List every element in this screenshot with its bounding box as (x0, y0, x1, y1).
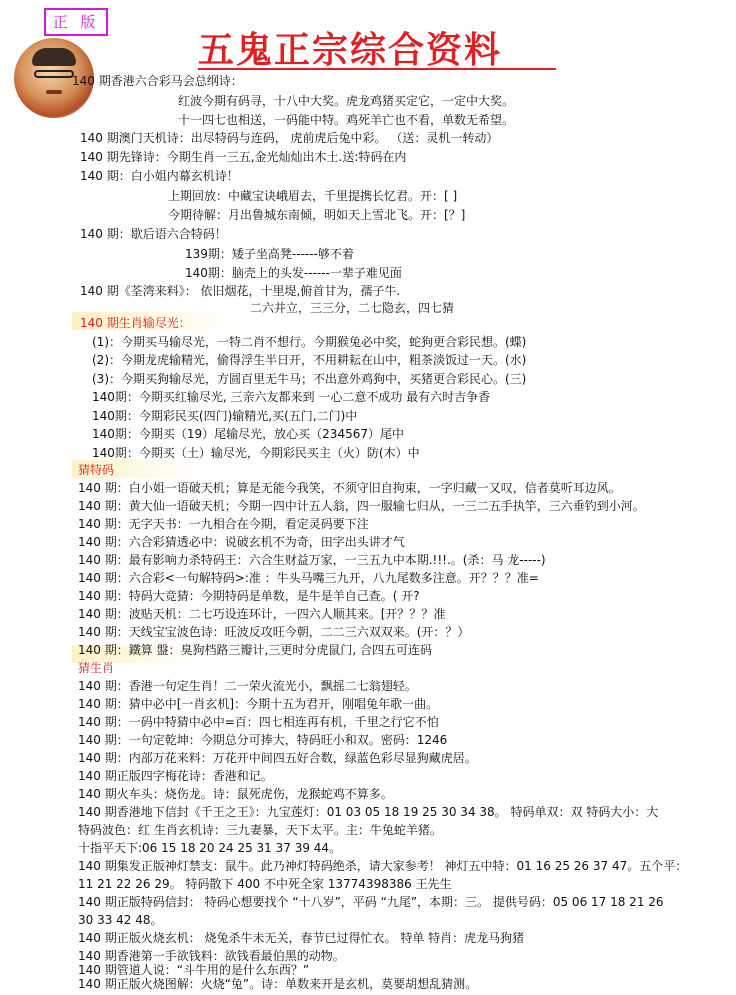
text-line: (1)：今期买马输尽光，一特二肖不想行。今期猴兔必中奖，蛇狗更合彩民想。(蝶) (92, 335, 527, 349)
text-line: 140 期：六合彩<一句解特码>:准 ：牛头马嘴三九开，八九尾数多注意。开？？？准= (78, 571, 539, 585)
text-line: 140期：今期彩民买(四门)输精光,买(五门,二门)中 (92, 409, 358, 423)
text-line: 140 期：天线宝宝波色诗：旺波反攻旺今朝，二二三六双双来。(开：？） (78, 625, 470, 639)
text-line: 140 期：内部万花来料：万花开中间四五好合数，绿蓝色彩尽显狗藏虎居。 (78, 751, 477, 765)
title-underline (198, 68, 556, 70)
text-line: 30 33 42 48。 (78, 913, 163, 927)
text-line: 140 期：歇后语六合特码！ (80, 227, 227, 241)
text-line: 140 期火车头：烧伤龙。诗：鼠死虎伤，龙猴蛇鸡不算多。 (78, 787, 393, 801)
section-heading: 猜生肖 (78, 661, 115, 675)
section-heading: 猜特码 (78, 463, 115, 477)
avatar-glasses (34, 70, 74, 78)
text-line: 140 期：黄大仙一语破天机；今期一四中计五人翁，四一服输七归从，一三二五手执竿，三六垂钓到小河。 (78, 499, 645, 513)
text-line: 140 期：波贴天机：二七巧设连环计，一四六人顺其来。[开？？？准 (78, 607, 446, 621)
text-line: 140 期香港地下信封《千王之王》：九宝莲灯：01 03 05 18 19 25 30 34 38。 特码单双：双 特码大小：大 (78, 805, 659, 819)
text-line: 今期待解：月出鲁城东南倾，明如天上雪北飞。开：[？] (168, 208, 466, 222)
authentic-badge: 正 版 (44, 8, 108, 36)
text-line: 140 期：香港一句定生肖！二一荣火流光小，飘摇二七翁翅轻。 (78, 679, 417, 693)
text-line: 140期：今期买（土）输尽光，今期彩民买主（火）防(木）中 (92, 446, 420, 460)
text-line: 140 期香港六合彩马会总纲诗： (72, 74, 243, 88)
text-line: 十一四七也相送，一码能中特。鸡死羊亡也不看，单数无希望。 (178, 113, 515, 127)
text-line: 140 期管道人说：“斗牛用的是什么东西？” (78, 963, 310, 977)
section-heading: 140 期生肖输尽光： (80, 316, 191, 330)
text-line: 上期回放：中藏宝诀峨眉去，千里提携长忆君。开：[ ] (168, 189, 458, 203)
text-line: 11 21 22 26 29。 特码散下 400 不中死全家 13774398386 王先生 (78, 877, 452, 891)
text-line: 特码波色：红 生肖玄机诗：三九妻暴，天下太平。主：牛兔蛇羊猪。 (78, 823, 442, 837)
text-line: 140 期：最有影响力杀特码王：六合生财益万家，一三五九中本期.!!!.。(杀：马 龙-----) (78, 553, 546, 567)
text-line: 140 期正版火烧玄机： 烧兔杀牛未无关，春节已过得忙衣。 特单 特肖：虎龙马狗猪 (78, 931, 525, 945)
page-title: 五鬼正宗综合资料 (198, 29, 503, 71)
text-line: 140期：今期买（19）尾输尽光，放心买（234567）尾中 (92, 427, 404, 441)
text-line: 十指平天下:06 15 18 20 24 25 31 37 39 44。 (78, 841, 342, 855)
text-line: 140 期：六合彩猜透必中：说破玄机不为奇，田字出头讲才气 (78, 535, 405, 549)
text-line: 140 期澳门天机诗：出尽特码与连码， 虎前虎后兔中彩。 （送：灵机一转动） (80, 131, 499, 145)
text-line: 140 期：特码大竞猜：今期特码是单数，是牛是羊自己查。( 开? (78, 589, 420, 603)
text-line: 139期：矮子坐高凳------够不着 (185, 247, 354, 261)
text-line: 140 期：鐵算 盤：臭狗档路三瓣计,三更时分虎鼠门, 合四五可连码 (78, 643, 432, 657)
text-line: 140 期：一码中特猜中必中=百：四七相连再有机，千里之行它不怕 (78, 715, 439, 729)
text-line: 140 期先锋诗：今期生肖一三五,金光灿灿出木土.送:特码在内 (80, 150, 407, 164)
text-line: 140 期集发正版神灯禁支：鼠牛。此乃神灯特码绝杀，请大家参考！ 神灯五中特：01 16 25 26 37 47。五个平： (78, 859, 688, 873)
text-line: 140期：今期买红输尽光, 三亲六友都来到 一心二意不成功 最有六时吉争香 (92, 390, 491, 404)
text-line: 140 期：白小姐内幕玄机诗！ (80, 169, 239, 183)
text-line: (3)：今期买狗输尽光，方圆百里无牛马；不出意外鸡狗中，买猪更合彩民心。(三) (92, 372, 527, 386)
text-line: 140 期正版特码信封： 特码心想要找个 “十八岁”，平码 “九尾”，本期：三。 提供号码：05 06 17 18 21 26 (78, 895, 664, 909)
text-line: 140期：脑壳上的头发------一辈子难见面 (185, 266, 402, 280)
text-line: 140 期正版四字梅花诗：香港和记。 (78, 769, 273, 783)
text-line: 140 期《荃湾来料》： 依旧烟花，十里堤,俯首甘为，孺子牛. (80, 284, 401, 298)
avatar-hair (32, 48, 76, 66)
text-line: 二六并立，三三分，二七隐玄，四七猜 (250, 301, 455, 315)
text-line: (2)：今期龙虎输精光，偷得浮生半日开，不用耕耘在山中，粗茶淡饭过一天。(水) (92, 353, 527, 367)
avatar-mouth (46, 90, 62, 94)
text-line: 红波今期有码寻，十八中大奖。虎龙鸡猪买定它，一定中大奖。 (178, 94, 515, 108)
text-line: 140 期：一句定乾坤：今期总分可捧大，特码旺小和双。密码：1246 (78, 733, 448, 747)
text-line: 140 期：猜中必中[一肖玄机]：今期十五为君开，刚唱兔年歌一曲。 (78, 697, 439, 711)
text-line: 140 期：无字天书：一九相合在今期，看定灵码要下注 (78, 517, 369, 531)
text-line: 140 期香港第一手欲钱料：欲钱看最伯黑的动物。 (78, 949, 345, 963)
text-line: 140 期：白小姐一语破天机；算是无能今我笑，不须守旧自拘束，一字归藏一又叹，信者莫听耳边风。 (78, 481, 621, 495)
text-line: 140 期正版火烧图解：火烧“兔”。诗：单数来开是玄机，莫要胡想乱猜测。 (78, 977, 478, 991)
